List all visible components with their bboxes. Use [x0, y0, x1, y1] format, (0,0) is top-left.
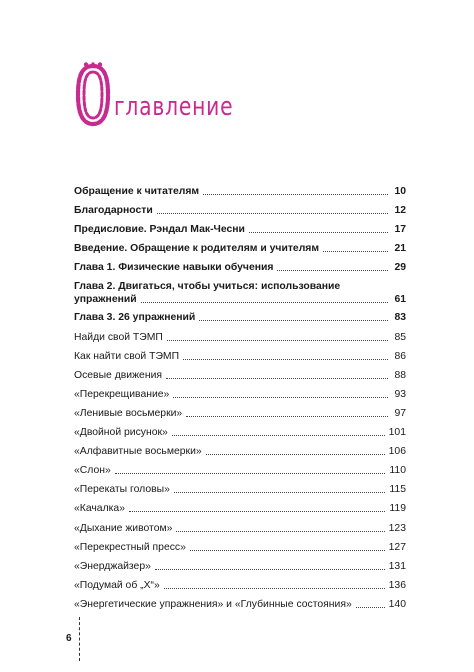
- toc-entry-page: 127: [388, 541, 406, 553]
- toc-entry: [74, 522, 406, 541]
- toc-entry-title-continued: упражнений: [74, 294, 137, 306]
- toc-entry: [74, 560, 406, 579]
- toc-entry-title: Введение. Обращение к родителям и учителям: [74, 243, 320, 255]
- page-edge-rule: [79, 617, 80, 661]
- dot-leader: [157, 204, 388, 214]
- dot-leader: [249, 223, 388, 233]
- dot-leader: [323, 242, 388, 252]
- dot-leader: [190, 541, 385, 551]
- toc-entry-page: 17: [394, 224, 406, 236]
- toc-entry: [74, 204, 406, 223]
- toc-entry-title: «Перекрещивание»: [74, 388, 170, 400]
- toc-entry-page: 119: [389, 503, 406, 515]
- toc-entry: [74, 350, 406, 369]
- dot-leader: [115, 464, 386, 474]
- toc-entry-title: Глава 1. Физические навыки обучения: [74, 262, 274, 274]
- toc-entry: [74, 483, 406, 502]
- toc-entry-page: 85: [394, 331, 406, 343]
- toc-entry: [74, 280, 406, 306]
- toc-heading-text: главление: [114, 92, 234, 122]
- toc-entry: [74, 502, 406, 521]
- page-number: 6: [66, 633, 72, 644]
- dot-leader: [155, 560, 385, 570]
- toc-entry-title: «Слон»: [74, 465, 111, 477]
- toc-entry-title: «Ленивые восьмерки»: [74, 407, 183, 419]
- toc-entry: [74, 185, 406, 204]
- dot-leader: [164, 579, 385, 589]
- toc-entry-page: 140: [388, 598, 406, 610]
- dot-leader: [129, 502, 385, 512]
- toc-entry: [74, 445, 406, 464]
- toc-entry-page: 106: [388, 446, 406, 458]
- toc-entry-page: 12: [394, 205, 406, 217]
- dot-leader: [172, 426, 385, 436]
- dot-leader: [173, 388, 388, 398]
- toc-entry-title: «Перекрестный пресс»: [74, 541, 186, 553]
- toc-entry: [74, 579, 406, 598]
- toc-entry: [74, 426, 406, 445]
- toc-entry-page: 123: [388, 522, 406, 534]
- toc-entry-page: 86: [394, 350, 406, 362]
- toc-entry-title: «Качалка»: [74, 503, 125, 515]
- dot-leader: [356, 598, 385, 608]
- toc-entry-title: «Энерджайзер»: [74, 560, 151, 572]
- toc-entry-page: 93: [394, 388, 406, 400]
- toc-entry-title: Обращение к читателям: [74, 186, 200, 197]
- toc-entry-title: Глава 3. 26 упражнений: [74, 312, 196, 324]
- toc-entry-page: 136: [388, 579, 406, 591]
- dot-leader: [186, 407, 388, 417]
- toc-entry-page: 21: [394, 243, 406, 255]
- toc-entry-page: 110: [389, 465, 406, 477]
- toc-entry: [74, 311, 406, 330]
- toc-entry: [74, 388, 406, 407]
- toc-entry: [74, 407, 406, 426]
- dot-leader: [199, 311, 388, 321]
- toc-entry-page: 10: [394, 186, 406, 197]
- toc-entry-title: Предисловие. Рэндал Мак-Чесни: [74, 224, 245, 236]
- toc-entry-title: «Двойной рисунок»: [74, 427, 168, 439]
- dot-leader: [203, 185, 388, 195]
- toc-entry-title: Как найти свой ТЭМП: [74, 350, 180, 362]
- dot-leader: [174, 483, 386, 493]
- toc-entry: [74, 223, 406, 242]
- toc-entry: [74, 464, 406, 483]
- toc-entry: [74, 242, 406, 261]
- toc-entry-page: 97: [394, 407, 406, 419]
- toc-entry-title: Найди свой ТЭМП: [74, 331, 163, 343]
- toc-entry-title: «Подумай об „Х“»: [74, 579, 160, 591]
- toc-entry-page: 131: [388, 560, 406, 572]
- toc-entry-title: Глава 2. Двигаться, чтобы учиться: использование: [74, 281, 341, 293]
- toc-entry-title: «Энергетические упражнения» и «Глубинные состояния»: [74, 598, 352, 610]
- toc-entry-page: 83: [394, 312, 406, 324]
- dot-leader: [167, 331, 388, 341]
- toc-entry: [74, 541, 406, 560]
- toc-entry-title: «Перекаты головы»: [74, 484, 170, 496]
- toc-entry-title: «Алфавитные восьмерки»: [74, 446, 202, 458]
- rope-letter-o-icon: [74, 62, 112, 128]
- dot-leader: [176, 522, 384, 532]
- toc-entry-title: «Дыхание животом»: [74, 522, 173, 534]
- toc-entry: [74, 331, 406, 350]
- toc-entry-title: Благодарности: [74, 205, 153, 217]
- toc-entry-page: 61: [394, 294, 406, 306]
- toc-heading: [74, 62, 267, 128]
- dot-leader: [166, 369, 388, 379]
- toc-entry: [74, 369, 406, 388]
- toc-entry-page: 101: [388, 427, 406, 439]
- table-of-contents: [74, 185, 406, 617]
- dot-leader: [141, 293, 388, 303]
- toc-entry: [74, 261, 406, 280]
- toc-entry-page: 88: [394, 369, 406, 381]
- toc-entry-page: 115: [389, 484, 406, 496]
- dot-leader: [206, 445, 385, 455]
- dot-leader: [183, 350, 388, 360]
- toc-entry: [74, 598, 406, 617]
- dot-leader: [277, 261, 388, 271]
- toc-entry-title: Осевые движения: [74, 369, 162, 381]
- toc-entry-page: 29: [394, 262, 406, 274]
